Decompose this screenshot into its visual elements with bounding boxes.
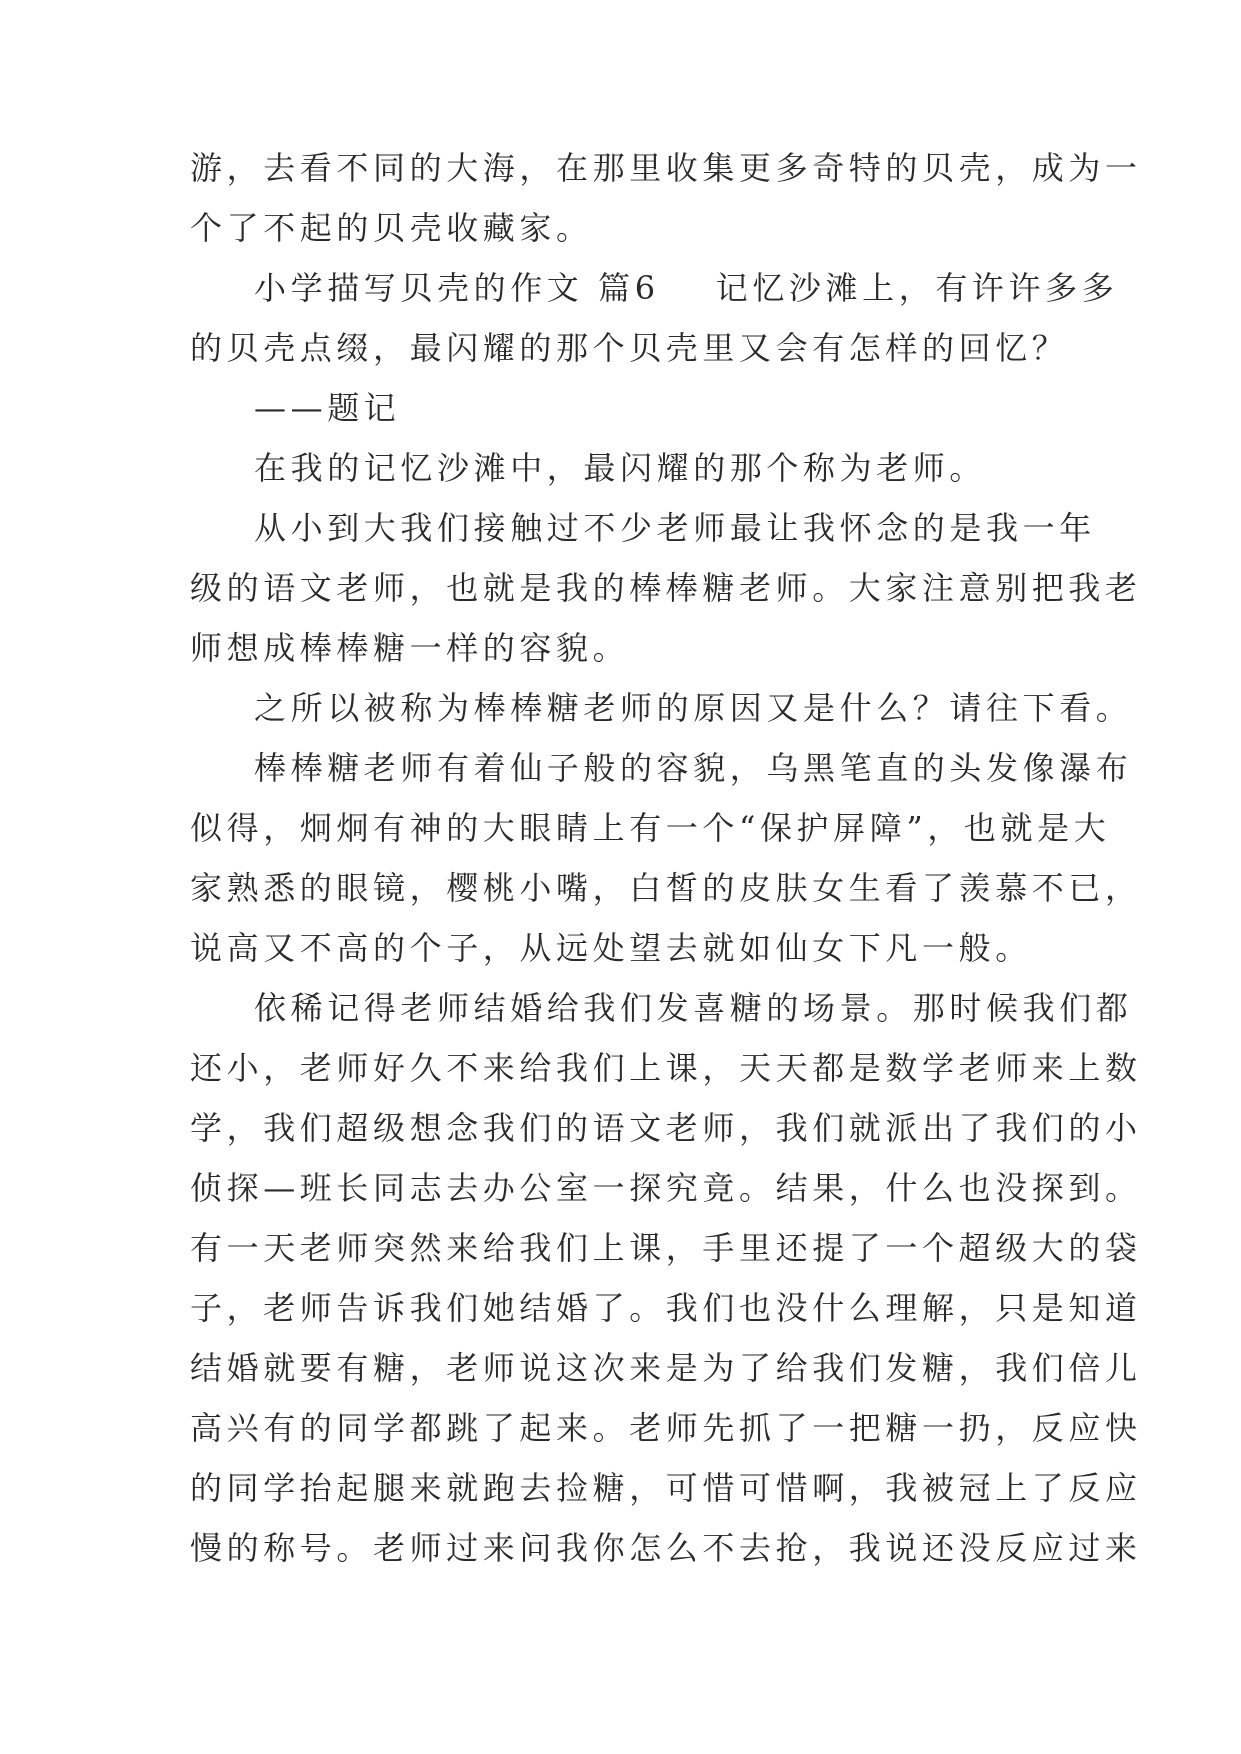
text-line: 慢的称号。老师过来问我你怎么不去抢，我说还没反应过来 [190, 1529, 1142, 1567]
text-line: 家熟悉的眼镜，樱桃小嘴，白皙的皮肤女生看了羡慕不已， [190, 869, 1142, 907]
text-line: 级的语文老师，也就是我的棒棒糖老师。大家注意别把我老 [190, 569, 1142, 607]
text-line: 结婚就要有糖，老师说这次来是为了给我们发糖，我们倍儿 [190, 1349, 1142, 1387]
text-line: 说高又不高的个子，从远处望去就如仙女下凡一般。 [190, 929, 1032, 967]
text-line: 的贝壳点缀，最闪耀的那个贝壳里又会有怎样的回忆？ [190, 329, 1069, 367]
text-line: 有一天老师突然来给我们上课，手里还提了一个超级大的袋 [190, 1229, 1142, 1267]
text-line: 子，老师告诉我们她结婚了。我们也没什么理解，只是知道 [190, 1289, 1142, 1327]
text-span: 记忆沙滩上，有许许多多 [715, 269, 1119, 307]
text-line: 似得，炯炯有神的大眼睛上有一个“保护屏障”，也就是大 [190, 809, 1111, 847]
text-line [254, 268, 1118, 308]
text-line: 个了不起的贝壳收藏家。 [190, 209, 593, 247]
text-line: 在我的记忆沙滩中，最闪耀的那个称为老师。 [254, 449, 987, 487]
section-heading: 小学描写贝壳的作文 篇6 [254, 269, 660, 307]
text-line: 侦探—班长同志去办公室一探究竟。结果，什么也没探到。 [190, 1169, 1142, 1207]
text-line: 还小，老师好久不来给我们上课，天天都是数学老师来上数 [190, 1049, 1142, 1087]
text-line: 的同学抬起腿来就跑去捡糖，可惜可惜啊，我被冠上了反应 [190, 1469, 1142, 1507]
text-line: 之所以被称为棒棒糖老师的原因又是什么？请往下看。 [254, 689, 1133, 727]
text-line: 学，我们超级想念我们的语文老师，我们就派出了我们的小 [190, 1109, 1142, 1147]
text-line: 从小到大我们接触过不少老师最让我怀念的是我一年 [254, 509, 1096, 547]
text-line: 依稀记得老师结婚给我们发喜糖的场景。那时候我们都 [254, 989, 1133, 1027]
text-line: 师想成棒棒糖一样的容貌。 [190, 629, 630, 667]
text-line: 棒棒糖老师有着仙子般的容貌，乌黑笔直的头发像瀑布 [254, 749, 1133, 787]
text-line: 游，去看不同的大海，在那里收集更多奇特的贝壳，成为一 [190, 149, 1142, 187]
text-line: 高兴有的同学都跳了起来。老师先抓了一把糖一扔，反应快 [190, 1409, 1142, 1447]
epigraph-attribution: ——题记 [254, 389, 401, 427]
